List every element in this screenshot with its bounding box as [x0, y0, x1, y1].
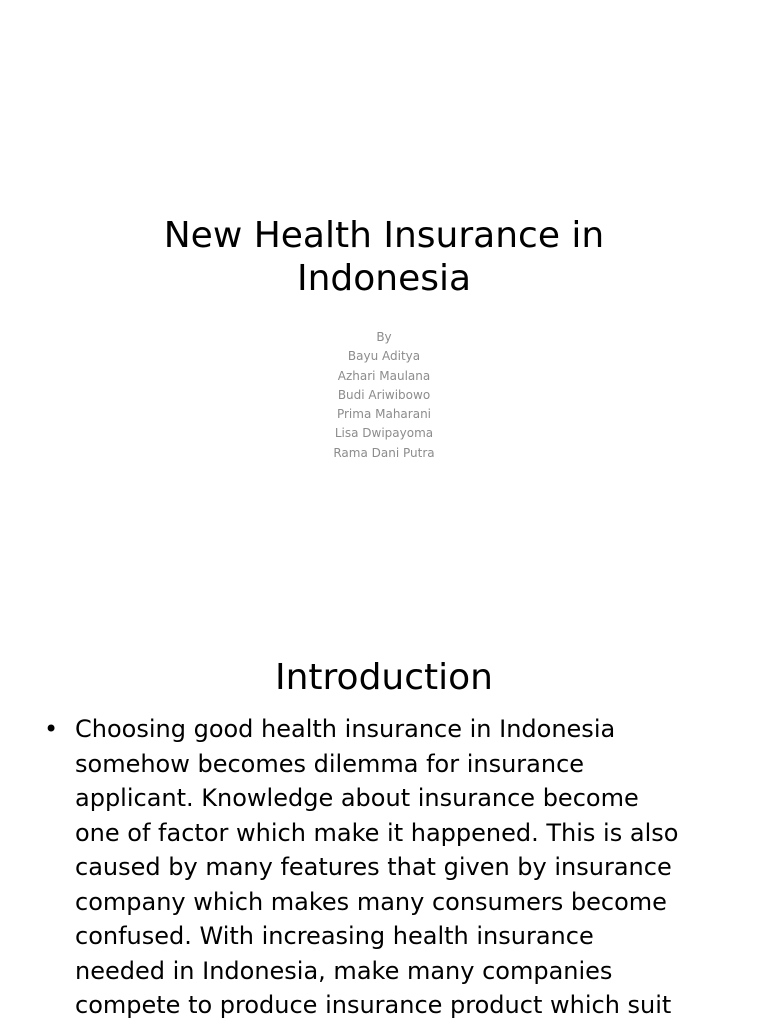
title-line: Indonesia — [296, 258, 472, 300]
author-list — [0, 328, 768, 463]
presentation-title — [0, 214, 768, 300]
author-name: Lisa Dwipayoma — [334, 426, 434, 441]
section-title: Introduction — [274, 656, 493, 698]
author-name: Prima Maharani — [336, 407, 432, 422]
author-name: Rama Dani Putra — [333, 445, 435, 460]
bullet-line: applicant. Knowledge about insurance become — [75, 784, 639, 812]
author-name: Budi Ariwibowo — [337, 387, 431, 402]
bullet-line: caused by many features that given by insurance — [75, 853, 672, 881]
bullet-line: company which makes many consumers become — [75, 887, 667, 916]
title-line: New Health Insurance in — [163, 215, 605, 257]
bullet-line: one of factor which make it happened. This is also — [75, 818, 679, 847]
bullet-line: Choosing good health insurance in Indonesia — [75, 715, 616, 743]
bullet-text — [75, 712, 727, 1023]
author-name: Azhari Maulana — [337, 368, 431, 383]
bullet-line: confused. With increasing health insurance — [75, 922, 594, 950]
introduction-slide — [0, 576, 768, 1024]
byline: By — [376, 330, 392, 344]
bullet-line: compete to produce insurance product which suit — [75, 991, 672, 1019]
author-name: Bayu Aditya — [347, 349, 421, 364]
bullet-line: needed in Indonesia, make many companies — [75, 956, 613, 985]
bullet-icon: • — [44, 715, 59, 743]
bullet-line: somehow becomes dilemma for insurance — [75, 749, 585, 778]
